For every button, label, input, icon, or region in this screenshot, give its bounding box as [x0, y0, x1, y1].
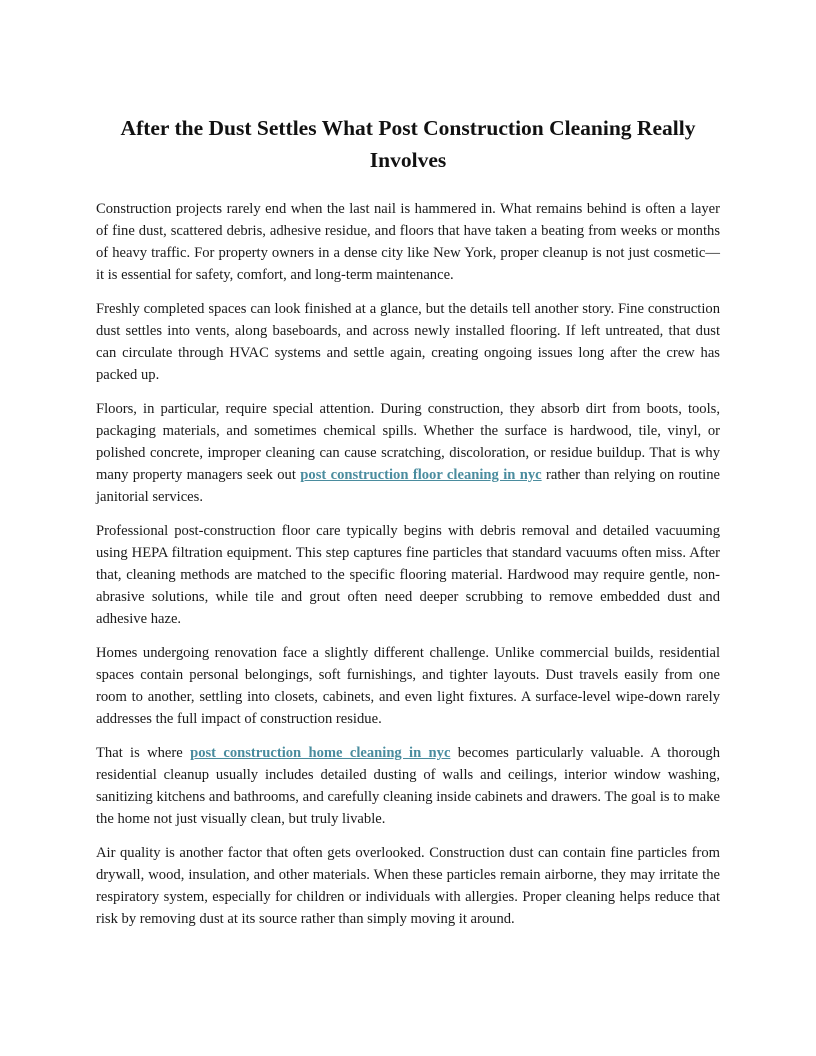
paragraph-home-cleaning-text-before: That is where: [96, 745, 191, 761]
paragraph-dust: Freshly completed spaces can look finished at a glance, but the details tell another story. Fine construction dust settles into vents, along baseboards, and across newly installed flooring. If left untreated, that dust can circulate through HVAC systems and settle again, creating ongoing issues long after the crew has packed up.: [96, 301, 720, 383]
paragraph-home-cleaning-text-after: becomes particularly valuable. A thorough residential cleanup usually includes detailed dusting of walls and ceilings, interior window washing, sanitizing kitchens and bathrooms, and carefully cleaning inside cabinets and drawers. The goal is to make the home not just visually clean, but truly livable.: [96, 745, 721, 827]
home-cleaning-link[interactable]: post construction home cleaning in nyc: [190, 745, 451, 761]
document-title: After the Dust Settles What Post Construction Cleaning Really Involves: [120, 116, 696, 172]
paragraph-floors-text-after: rather than relying on routine janitorial services.: [96, 467, 720, 505]
paragraph-floors-text-before: Floors, in particular, require special attention. During construction, they absorb dirt from boots, tools, packaging materials, and sometimes chemical spills. Whether the surface is hardwood, tile, vinyl, or polished concrete, improper cleaning can cause scratching, discoloration, or residue buildup. That is why many property managers seek out: [96, 401, 720, 483]
paragraph-intro: Construction projects rarely end when the last nail is hammered in. What remains behind is often a layer of fine dust, scattered debris, adhesive residue, and floors that have taken a beating from weeks or months of heavy traffic. For property owners in a dense city like New York, proper cleanup is not just cosmetic—it is essential for safety, comfort, and long-term maintenance.: [96, 201, 720, 283]
paragraph-air-quality: Air quality is another factor that often gets overlooked. Construction dust can contain fine particles from drywall, wood, insulation, and other materials. When these particles remain airborne, they may irritate the respiratory system, especially for children or individuals with allergies. Proper cleaning helps reduce that risk by removing dust at its source rather than simply moving it around.: [96, 845, 720, 927]
document-body: [96, 112, 720, 942]
paragraph-floor-care: Professional post-construction floor care typically begins with debris removal and detailed vacuuming using HEPA filtration equipment. This step captures fine particles that standard vacuums often miss. After that, cleaning methods are matched to the specific flooring material. Hardwood may require gentle, non-abrasive solutions, while tile and grout often need deeper scrubbing to remove embedded dust and adhesive haze.: [96, 523, 720, 627]
paragraph-home-cleaning: [96, 742, 720, 830]
paragraph-homes: Homes undergoing renovation face a slightly different challenge. Unlike commercial builds, residential spaces contain personal belongings, soft furnishings, and tighter layouts. Dust travels easily from one room to another, settling into closets, cabinets, and even light fixtures. A surface-level wipe-down rarely addresses the full impact of construction residue.: [96, 645, 720, 727]
floor-cleaning-link[interactable]: post construction floor cleaning in nyc: [300, 467, 542, 483]
paragraph-floors: [96, 398, 720, 508]
